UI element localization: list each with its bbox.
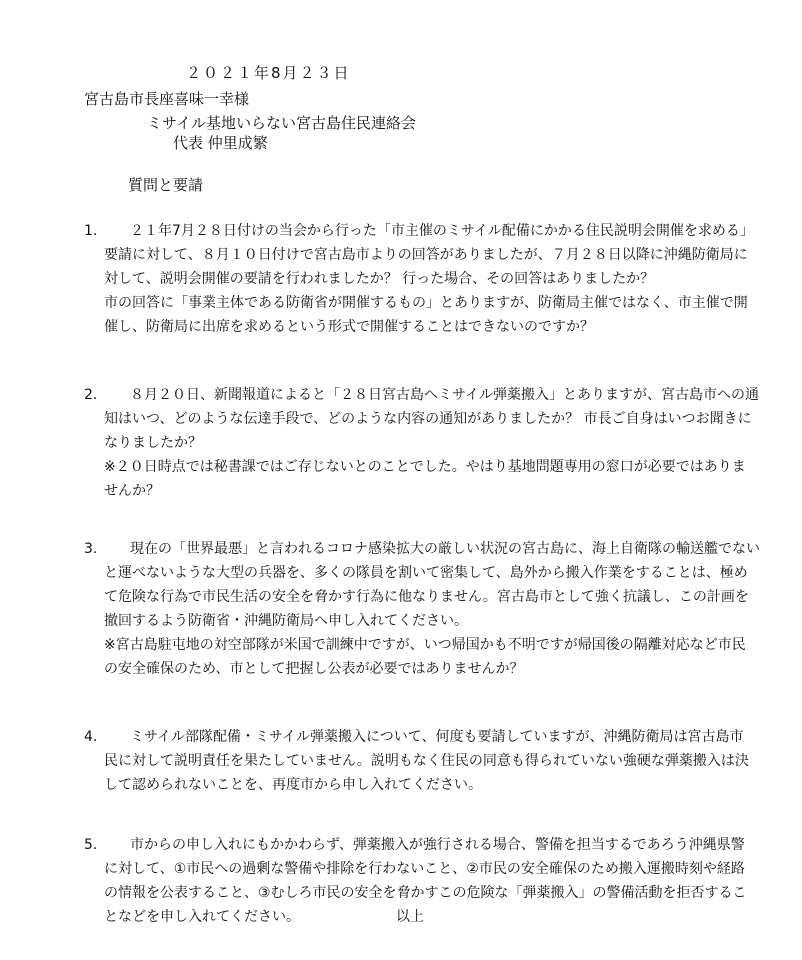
item-line: に対して、①市民への過剰な警備や排除を行わないこと、②市民の安全確保のため搬入運搬時刻や経路 bbox=[104, 861, 745, 877]
item-text bbox=[104, 383, 784, 503]
sender-organization: ミサイル基地いらない宮古島住民連絡会 bbox=[147, 114, 416, 132]
item-line: 対して、説明会開催の要請を行われましたか？ 行った場合、その回答はありましたか？ bbox=[104, 271, 655, 287]
item-line-text: となどを申し入れてください。 bbox=[104, 909, 300, 925]
letter-date: ２０２１年8月２３日 bbox=[186, 64, 351, 82]
item-line: 知はいつ、どのような伝達手段で、どのような内容の通知がありましたか？ 市長ご自身はいつお聞きに bbox=[104, 411, 752, 427]
item-line: ８月２０日、新聞報道によると「２８日宮古島へミサイル弾薬搬入」とありますが、宮古島市への通 bbox=[130, 387, 760, 403]
item-line: 要請に対して、８月１０日付けで宮古島市よりの回答がありましたが、７月２８日以降に沖縄防衛局に bbox=[104, 247, 748, 263]
item-number: 3. bbox=[84, 541, 98, 557]
item-line bbox=[104, 905, 784, 929]
item-line: 撤回するよう防衛省・沖縄防衛局へ申し入れてください。 bbox=[104, 613, 468, 629]
item-line: の情報を公表すること、③むしろ市民の安全を脅かすこの危険な「弾薬搬入」の警備活動を拒否するこ bbox=[104, 885, 747, 901]
item-line: 民に対して説明責任を果たしていません。説明もなく住民の同意も得られていない強硬な弾薬搬入は決 bbox=[104, 753, 749, 769]
item-line: 催し、防衛局に出席を求めるという形式で開催することはできないのですか？ bbox=[104, 319, 594, 335]
item-text bbox=[104, 833, 784, 929]
item-line: せんか？ bbox=[104, 483, 160, 499]
item-line: 現在の「世界最悪」と言われるコロナ感染拡大の厳しい状況の宮古島に、海上自衛隊の輸送艦でない bbox=[130, 541, 760, 557]
item-text bbox=[104, 219, 784, 339]
item-line: なりましたか？ bbox=[104, 435, 202, 451]
item-number: 5. bbox=[84, 837, 98, 853]
closing-mark: 以上 bbox=[396, 909, 424, 925]
item-line: ミサイル部隊配備・ミサイル弾薬搬入について、何度も要請していますが、沖縄防衛局は宮古島市 bbox=[130, 729, 744, 745]
letter-heading: 質問と要請 bbox=[128, 176, 204, 194]
item-line: ２１年7月２８日付けの当会から行った「市主催のミサイル配備にかかる住民説明会開催を求める」 bbox=[130, 223, 754, 239]
item-number: 4. bbox=[84, 729, 98, 745]
item-line: ※宮古島駐屯地の対空部隊が米国で訓練中ですが、いつ帰国かも不明ですが帰国後の隔離対応など市民 bbox=[104, 637, 746, 653]
item-number: 1. bbox=[84, 223, 98, 239]
item-text bbox=[104, 537, 784, 681]
item-text bbox=[104, 725, 784, 797]
item-line: 市の回答に「事業主体である防衛省が開催するもの」とありますが、防衛局主催ではなく、市主催で開 bbox=[104, 295, 748, 311]
item-line: して認められないことを、再度市から申し入れてください。 bbox=[104, 777, 482, 793]
item-line: の安全確保のため、市として把握し公表が必要ではありませんか？ bbox=[104, 661, 524, 677]
item-line: と運べないような大型の兵器を、多くの隊員を割いて密集して、島外から搬入作業をすることは、極め bbox=[104, 565, 748, 581]
item-number: 2. bbox=[84, 387, 98, 403]
letter-addressee: 宮古島市長座喜味一幸様 bbox=[84, 90, 250, 108]
item-line: て危険な行為で市民生活の安全を脅かす行為に他なりません。宮古島市として強く抗議し、この計画を bbox=[104, 589, 749, 605]
item-line: 市からの申し入れにもかかわらず、弾薬搬入が強行される場合、警備を担当するであろう沖縄県警 bbox=[130, 837, 745, 853]
item-line: ※２０日時点では秘書課ではご存じないとのことでした。やはり基地問題専用の窓口が必要ではありま bbox=[104, 459, 746, 475]
sender-representative: 代表 仲里成繁 bbox=[173, 134, 268, 152]
